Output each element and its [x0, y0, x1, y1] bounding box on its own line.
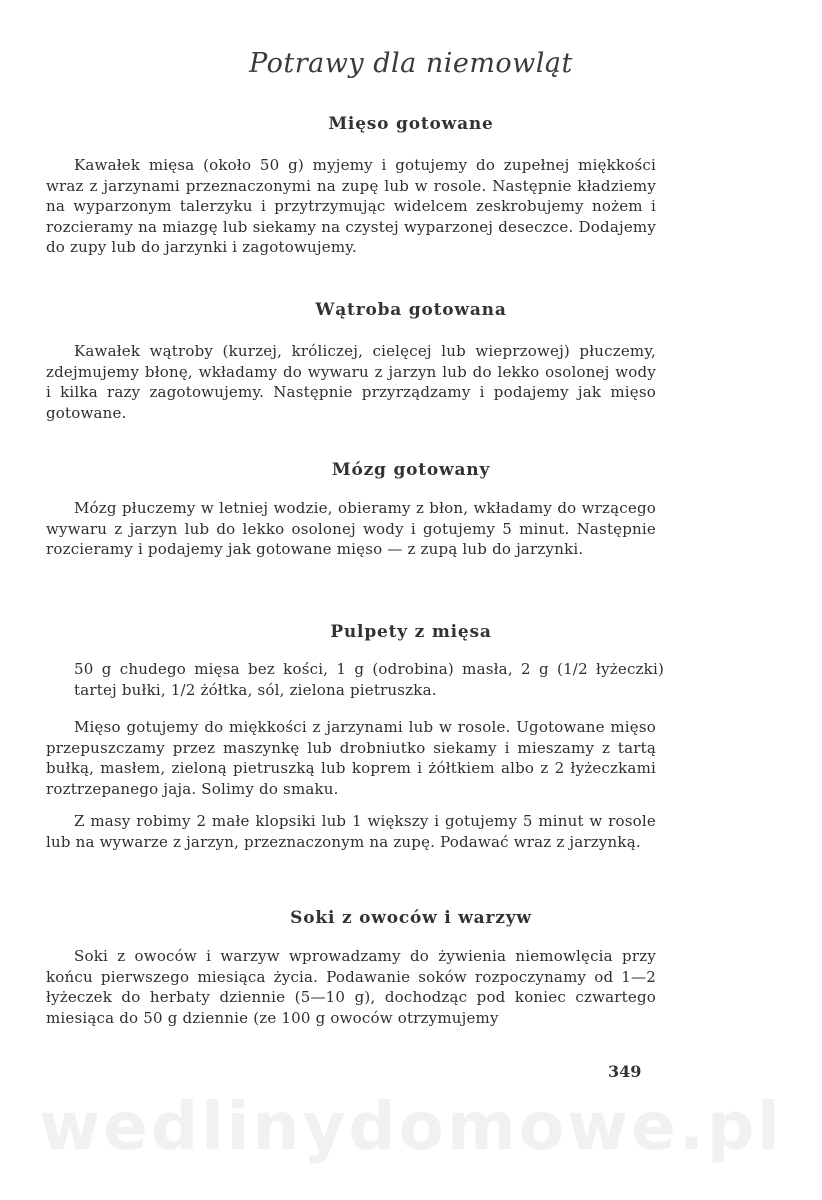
paragraph: Kawałek wątroby (kurzej, króliczej, cielęcej lub wieprzowej) płuczemy, zdejmujemy błonę, wkładamy do wywaru z jarzyn lub do lekko osolonej wody i kilka razy zagotowujemy. Następnie przyrządzamy i podajemy jak mięso gotowane. [46, 342, 656, 422]
section-heading-mozg-gotowany: Mózg gotowany [331, 460, 491, 480]
paragraph: Z masy robimy 2 małe klopsiki lub 1 większy i gotujemy 5 minut w rosole lub na wywarze z jarzyn, przeznaczonym na zupę. Podawać wraz z jarzynką. [46, 812, 656, 851]
watermark: wedlinydomowe.pl [39, 1088, 783, 1165]
section-heading-watroba-gotowana: Wątroba gotowana [315, 300, 507, 320]
paragraph: Mózg płuczemy w letniej wodzie, obieramy z błon, wkładamy do wrzącego wywaru z jarzyn lub do lekko osolonej wody i gotujemy 5 minut. Następnie rozcieramy i podajemy jak gotowane mięso — z zupą lub do jarzynki. [46, 499, 656, 558]
page-title: Potrawy dla niemowląt [249, 48, 573, 79]
paragraph: Soki z owoców i warzyw wprowadzamy do żywienia niemowlęcia przy końcu pierwszego miesiąca życia. Podawanie soków rozpoczynamy od 1—2 łyżeczek do herbaty dziennie (5—10 g), dochodząc pod koniec czwartego miesiąca do 50 g dziennie (ze 100 g owoców otrzymujemy [46, 947, 656, 1027]
section-heading-pulpety-z-miesa: Pulpety z mięsa [330, 622, 492, 642]
paragraph: Mięso gotujemy do miękkości z jarzynami lub w rosole. Ugotowane mięso przepuszczamy przez maszynkę lub drobniutko siekamy i mieszamy z tartą bułką, masłem, zieloną pietruszką lub koprem i żółtkiem albo z 2 łyżeczkami roztrzepanego jaja. Solimy do smaku. [46, 718, 656, 798]
ingredients-list: 50 g chudego mięsa bez kości, 1 g (odrobina) masła, 2 g (1/2 łyżeczki) tartej bułki, 1/2 żółtka, sól, zielona pietruszka. [74, 660, 664, 699]
section-heading-soki: Soki z owoców i warzyw [290, 908, 532, 928]
section-heading-mieso-gotowane: Mięso gotowane [328, 114, 494, 134]
paragraph: Kawałek mięsa (około 50 g) myjemy i gotujemy do zupełnej miękkości wraz z jarzynami przeznaczonymi na zupę lub w rosole. Następnie kładziemy na wyparzonym talerzyku i przytrzymując widelcem zeskrobujemy nożem i rozcieramy na miazgę lub siekamy na czystej wyparzonej deseczce. Dodajemy do zupy lub do jarzynki i zagotowujemy. [46, 156, 656, 256]
page-number: 349 [608, 1062, 642, 1081]
